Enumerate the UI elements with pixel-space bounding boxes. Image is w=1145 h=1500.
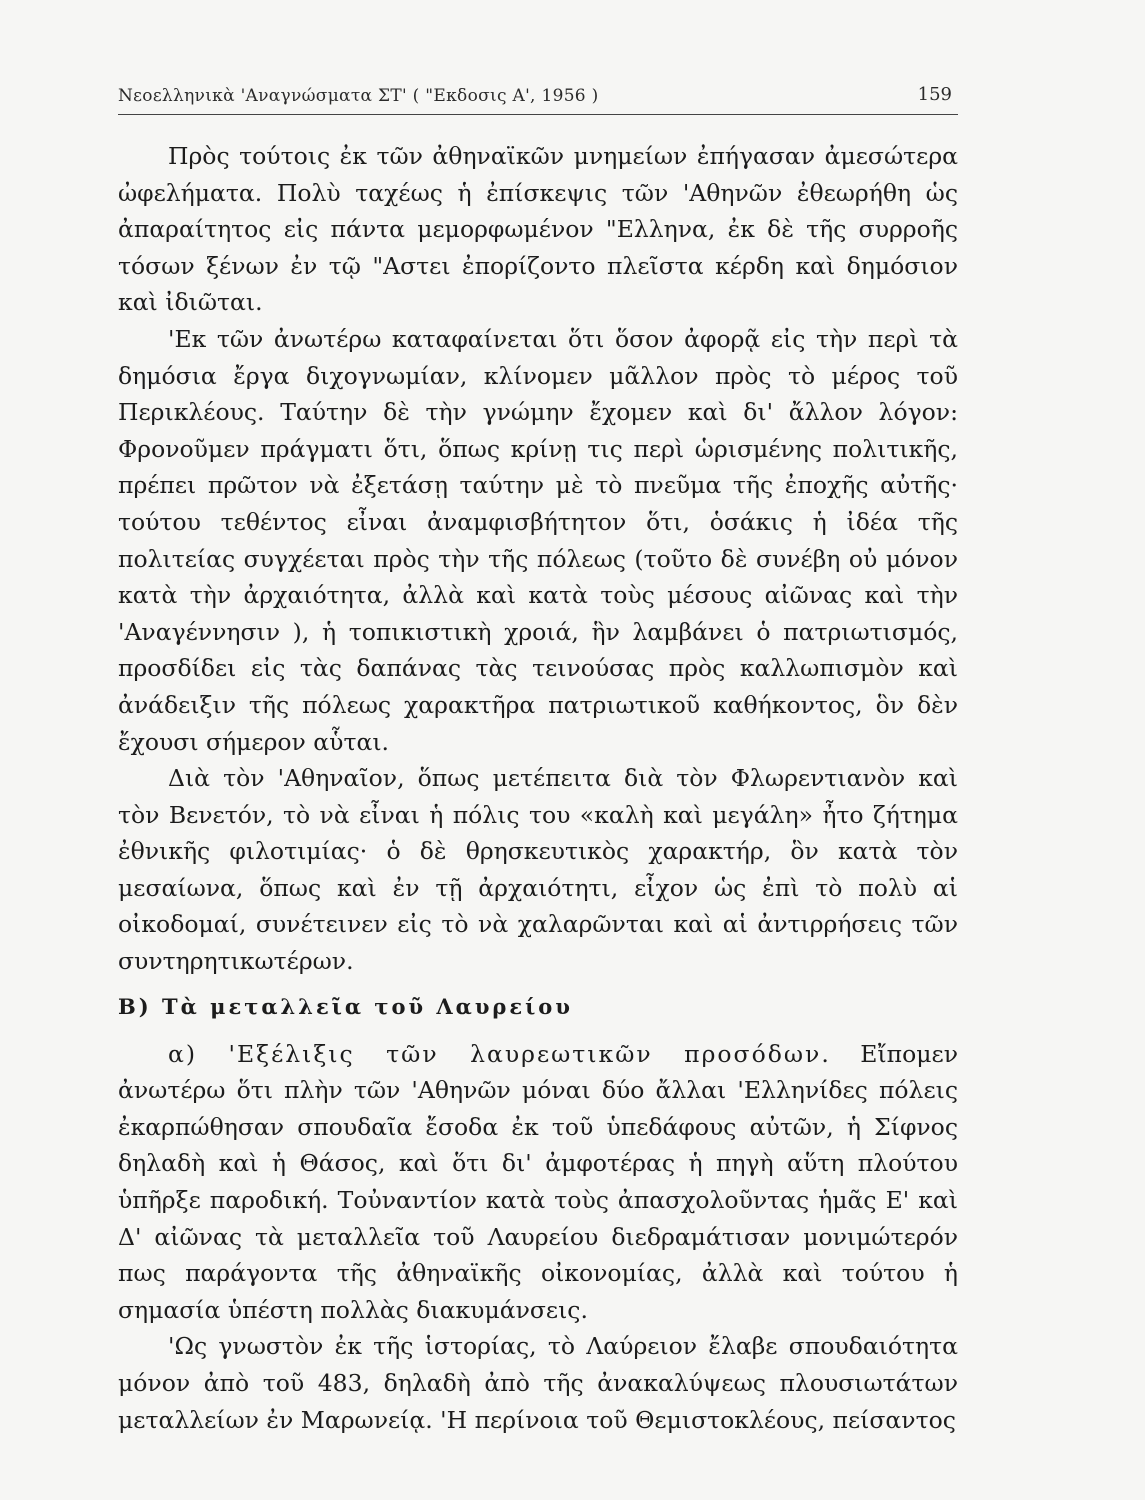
page-number: 159 <box>917 84 952 105</box>
section-heading: Β) Τὰ μεταλλεῖα τοῦ Λαυρείου <box>118 993 573 1019</box>
paragraph-1: Πρὸς τούτοις ἐκ τῶν ἀθηναϊκῶν μνημείων ἐπήγασαν ἀμεσώτερα ὠφελήματα. Πολὺ ταχέως ἡ ἐπίσκεψις τῶν 'Αθηνῶν ἐθεωρήθη ὡς ἀπαραίτητος εἰς πάντα μεμορφωμένον "Ελληνα, ἐκ δὲ τῆς συρροῆς τόσων ξένων ἐν τῷ "Αστει ἐπορίζοντο πλεῖστα κέρδη καὶ δημόσιον καὶ ἰδιῶται. <box>118 142 958 317</box>
running-title: Νεοελληνικὰ 'Αναγνώσματα ΣΤ' ( "Εκδοσις Α', 1956 ) <box>118 86 599 106</box>
subsection-paragraph <box>118 1036 958 1329</box>
paragraph-final: 'Ως γνωστὸν ἐκ τῆς ἱστορίας, τὸ Λαύρειον ἔλαβε σπουδαιότητα μόνον ἀπὸ τοῦ 483, δηλαδὴ ἀπὸ τῆς ἀνακαλύψεως πλουσιωτάτων μεταλλείων ἐν Μαρωνείᾳ. 'Η περίνοια τοῦ Θεμιστοκλέους, πείσαντος <box>118 1332 958 1434</box>
header-rule <box>118 114 958 115</box>
paragraph-3: Διὰ τὸν 'Αθηναῖον, ὅπως μετέπειτα διὰ τὸν Φλωρεντιανὸν καὶ τὸν Βενετόν, τὸ νὰ εἶναι ἡ πόλις του «καλὴ καὶ μεγάλη» ἦτο ζήτημα ἐθνικῆς φιλοτιμίας· ὁ δὲ θρησκευτικὸς χαρακτήρ, ὃν κατὰ τὸν μεσαίωνα, ὅπως καὶ ἐν τῇ ἀρχαιότητι, εἶχον ὡς ἐπὶ τὸ πολὺ αἱ οἰκοδομαί, συνέτεινεν εἰς τὸ νὰ χαλαρῶνται καὶ αἱ ἀντιρρήσεις τῶν συντηρητικωτέρων. <box>118 764 958 976</box>
subsection-text: Εἴπομεν ἀνωτέρω ὅτι πλὴν τῶν 'Αθηνῶν μόναι δύο ἄλλαι 'Ελληνίδες πόλεις ἐκαρπώθησαν σπουδαῖα ἔσοδα ἐκ τοῦ ὑπεδάφους αὐτῶν, ἡ Σίφνος δηλαδὴ καὶ ἡ Θάσος, καὶ ὅτι δι' ἀμφοτέρας ἡ πηγὴ αὕτη πλούτου ὑπῆρξε παροδική. Τοὐναντίον κατὰ τοὺς ἀπασχολοῦντας ἡμᾶς Ε' καὶ Δ' αἰῶνας τὰ μεταλλεῖα τοῦ Λαυρείου διεδραμάτισαν μονιμώτερόν πως παράγοντα τῆς ἀθηναϊκῆς οἰκονομίας, ἀλλὰ καὶ τούτου ἡ σημασία ὑπέστη πολλὰς διακυμάνσεις. <box>118 1039 958 1324</box>
paragraph-2: 'Εκ τῶν ἀνωτέρω καταφαίνεται ὅτι ὅσον ἀφορᾷ εἰς τὴν περὶ τὰ δημόσια ἔργα διχογνωμίαν, κλίνομεν μᾶλλον πρὸς τὸ μέρος τοῦ Περικλέους. Ταύτην δὲ τὴν γνώμην ἔχομεν καὶ δι' ἄλλον λόγον: Φρονοῦμεν πράγματι ὅτι, ὅπως κρίνῃ τις περὶ ὡρισμένης πολιτικῆς, πρέπει πρῶτον νὰ ἐξετάσῃ ταύτην μὲ τὸ πνεῦμα τῆς ἐποχῆς αὐτῆς· τούτου τεθέντος εἶναι ἀναμφισβήτητον ὅτι, ὁσάκις ἡ ἰδέα τῆς πολιτείας συγχέεται πρὸς τὴν τῆς πόλεως (τοῦτο δὲ συνέβη οὐ μόνον κατὰ τὴν ἀρχαιότητα, ἀλλὰ καὶ κατὰ τοὺς μέσους αἰῶνας καὶ τὴν 'Αναγέννησιν ), ἡ τοπικιστικὴ χροιά, ἣν λαμβάνει ὁ πατριωτισμός, προσδίδει εἰς τὰς δαπάνας τὰς τεινούσας πρὸς καλλωπισμὸν καὶ ἀνάδειξιν τῆς πόλεως χαρακτῆρα πατριωτικοῦ καθήκοντος, ὃν δὲν ἔχουσι σήμερον αὗται. <box>118 324 958 756</box>
body-text <box>118 138 958 1438</box>
running-header <box>118 78 958 118</box>
subsection-label: α) 'Εξέλιξις τῶν λαυρεωτικῶν προσόδων. <box>168 1039 831 1068</box>
